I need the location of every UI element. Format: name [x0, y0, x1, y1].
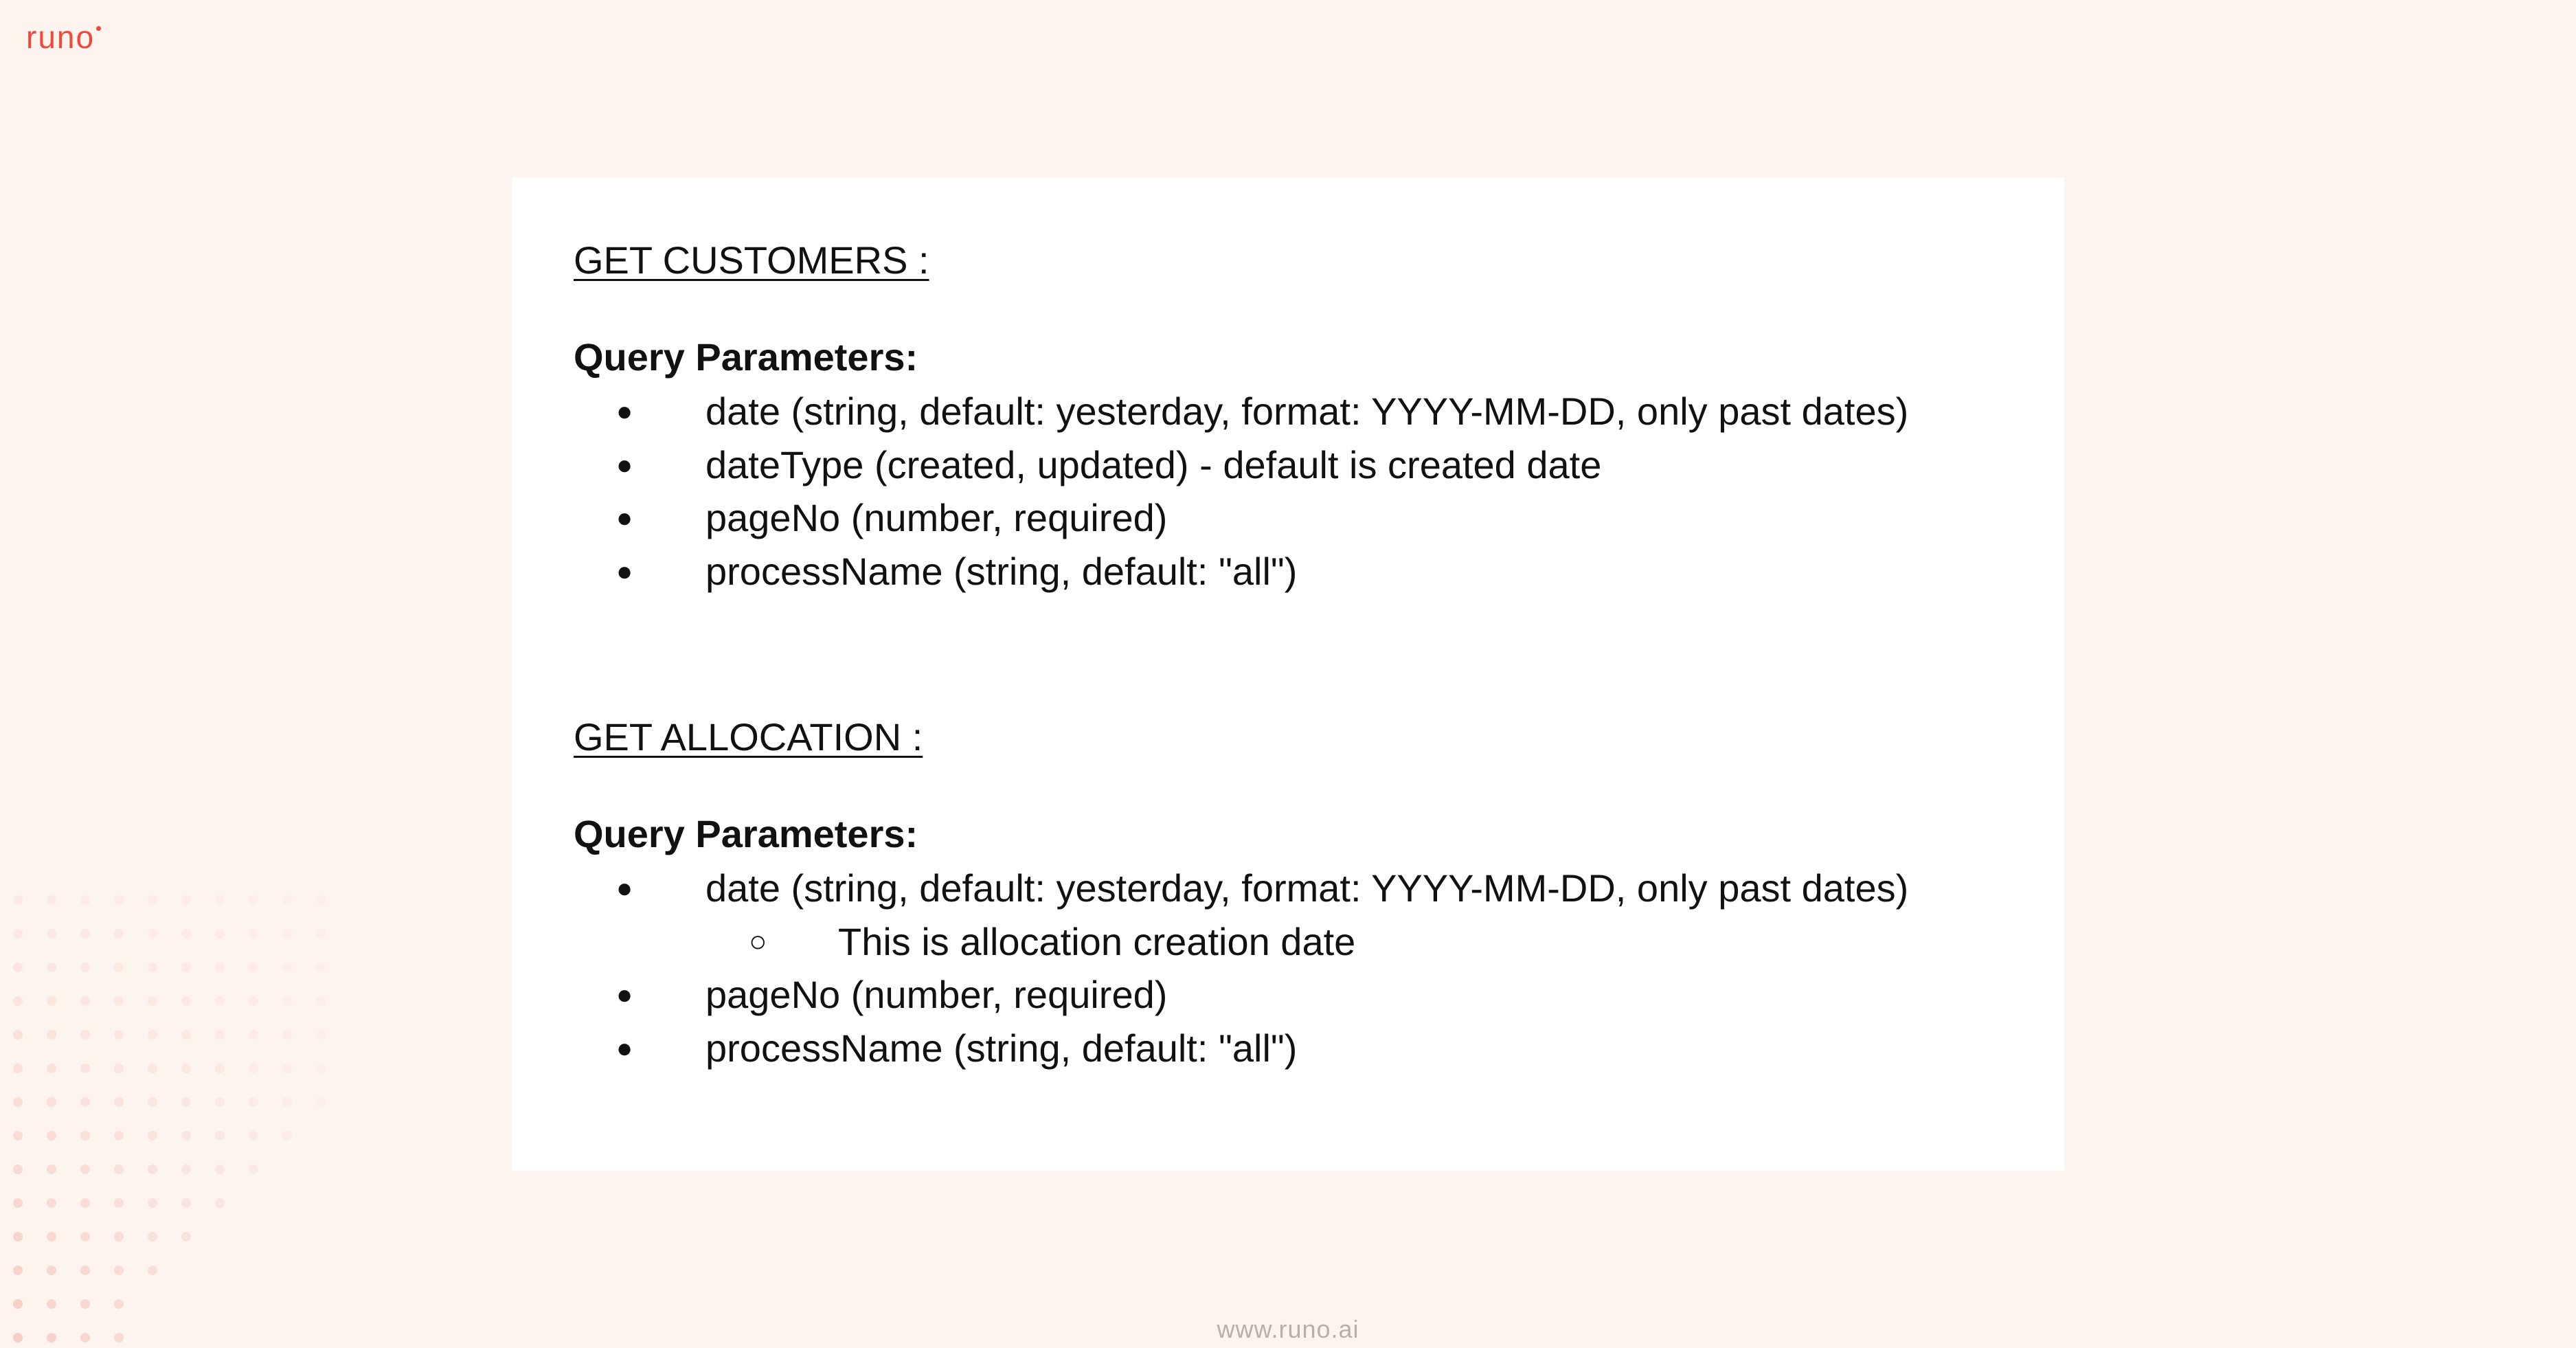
- decorative-dot: [148, 996, 157, 1006]
- decorative-dot: [80, 1097, 90, 1107]
- decorative-dot: [316, 895, 326, 905]
- decorative-dot: [316, 1030, 326, 1040]
- decorative-dot: [316, 1064, 326, 1073]
- decorative-dot: [181, 1097, 191, 1107]
- decorative-dot: [47, 1299, 56, 1309]
- bullet-icon: ●: [616, 396, 633, 427]
- list-item-text: pageNo (number, required): [705, 973, 1168, 1016]
- decorative-dot: [47, 1165, 56, 1174]
- decorative-dot: [114, 1165, 124, 1174]
- decorative-dot: [249, 1131, 258, 1141]
- list-item-text: processName (string, default: "all"): [705, 550, 1298, 593]
- query-parameters-label: Query Parameters:: [574, 812, 918, 855]
- decorative-dot: [80, 1165, 90, 1174]
- runo-logo: [26, 18, 101, 56]
- decorative-dot: [282, 1097, 292, 1107]
- decorative-dot: [114, 895, 124, 905]
- decorative-dot: [215, 1030, 225, 1040]
- decorative-dot: [249, 1097, 258, 1107]
- decorative-dot: [47, 1030, 56, 1040]
- decorative-dot: [47, 963, 56, 972]
- decorative-dot: [47, 996, 56, 1006]
- decorative-dot: [249, 1165, 258, 1174]
- decorative-dot: [148, 1097, 157, 1107]
- decorative-dot: [282, 1064, 292, 1073]
- decorative-dot: [282, 996, 292, 1006]
- decorative-dot: [215, 1064, 225, 1073]
- list-item-text: processName (string, default: "all"): [705, 1026, 1298, 1070]
- decorative-dot: [181, 1232, 191, 1242]
- decorative-dot: [114, 929, 124, 939]
- decorative-dot: [80, 1064, 90, 1073]
- decorative-dot: [80, 895, 90, 905]
- decorative-dot: [114, 1232, 124, 1242]
- decorative-dot: [181, 1198, 191, 1208]
- decorative-dot: [80, 1266, 90, 1275]
- decorative-dot: [181, 895, 191, 905]
- decorative-dot: [47, 1097, 56, 1107]
- decorative-dot: [47, 1064, 56, 1073]
- query-parameters-label: Query Parameters:: [574, 335, 918, 379]
- decorative-dot: [249, 963, 258, 972]
- decorative-dot: [13, 1198, 23, 1208]
- decorative-dot: [249, 895, 258, 905]
- decorative-dot: [114, 1299, 124, 1309]
- decorative-dot: [80, 1131, 90, 1141]
- list-item-text: This is allocation creation date: [838, 920, 1356, 963]
- bullet-icon: ●: [616, 980, 633, 1010]
- decorative-dot: [181, 963, 191, 972]
- decorative-dot: [80, 1232, 90, 1242]
- decorative-dot: [80, 963, 90, 972]
- section-title-get-allocation: GET ALLOCATION :: [574, 715, 923, 759]
- decorative-dot: [215, 929, 225, 939]
- bullet-icon: ●: [616, 503, 633, 533]
- list-item-text: pageNo (number, required): [705, 496, 1168, 539]
- decorative-dot: [215, 1131, 225, 1141]
- decorative-dot: [13, 963, 23, 972]
- decorative-dot: [148, 1232, 157, 1242]
- decorative-dot: [148, 1198, 157, 1208]
- decorative-dot: [13, 1299, 23, 1309]
- decorative-dot: [215, 1097, 225, 1107]
- hollow-bullet-icon: ○: [749, 925, 767, 958]
- decorative-dot: [47, 1266, 56, 1275]
- list-item-text: date (string, default: yesterday, format: YYYY-MM-DD, only past dates): [705, 390, 1909, 433]
- decorative-dot-pattern: [0, 886, 357, 1348]
- content-card: [512, 177, 2064, 1171]
- decorative-dot: [215, 1198, 225, 1208]
- decorative-dot: [47, 1131, 56, 1141]
- decorative-dot: [249, 1064, 258, 1073]
- decorative-dot: [181, 929, 191, 939]
- footer-url: www.runo.ai: [1217, 1315, 1359, 1343]
- decorative-dot: [114, 1131, 124, 1141]
- decorative-dot: [215, 963, 225, 972]
- decorative-dot: [215, 1165, 225, 1174]
- decorative-dot: [148, 929, 157, 939]
- decorative-dot: [80, 1198, 90, 1208]
- decorative-dot: [13, 1131, 23, 1141]
- decorative-dot: [13, 895, 23, 905]
- decorative-dot: [13, 1097, 23, 1107]
- decorative-dot: [215, 895, 225, 905]
- decorative-dot: [13, 1232, 23, 1242]
- decorative-dot: [13, 1266, 23, 1275]
- decorative-dot: [114, 1097, 124, 1107]
- decorative-dot: [80, 929, 90, 939]
- decorative-dot: [215, 996, 225, 1006]
- decorative-dot: [181, 1131, 191, 1141]
- decorative-dot: [114, 1266, 124, 1275]
- decorative-dot: [282, 1030, 292, 1040]
- decorative-dot: [148, 1165, 157, 1174]
- decorative-dot: [80, 1030, 90, 1040]
- decorative-dot: [249, 996, 258, 1006]
- decorative-dot: [316, 1097, 326, 1107]
- bullet-icon: ●: [616, 557, 633, 587]
- decorative-dot: [13, 929, 23, 939]
- decorative-dot: [249, 929, 258, 939]
- decorative-dot: [47, 1232, 56, 1242]
- list-item-text: date (string, default: yesterday, format: YYYY-MM-DD, only past dates): [705, 866, 1909, 910]
- decorative-dot: [148, 963, 157, 972]
- decorative-dot: [47, 895, 56, 905]
- decorative-dot: [148, 1064, 157, 1073]
- bullet-icon: ●: [616, 873, 633, 903]
- decorative-dot: [316, 996, 326, 1006]
- decorative-dot: [80, 996, 90, 1006]
- decorative-dot: [47, 929, 56, 939]
- list-item-text: dateType (created, updated) - default is created date: [705, 443, 1602, 486]
- decorative-dot: [114, 996, 124, 1006]
- decorative-dot: [13, 1165, 23, 1174]
- decorative-dot: [114, 963, 124, 972]
- section-title-get-customers: GET CUSTOMERS :: [574, 238, 929, 282]
- logo-text: runo: [26, 19, 95, 55]
- decorative-dot: [282, 963, 292, 972]
- decorative-dot: [148, 1030, 157, 1040]
- bullet-icon: ●: [616, 1033, 633, 1064]
- decorative-dot: [181, 1030, 191, 1040]
- decorative-dot: [249, 1030, 258, 1040]
- logo-dot-icon: [96, 26, 101, 31]
- decorative-dot: [80, 1299, 90, 1309]
- decorative-dot: [114, 1064, 124, 1073]
- decorative-dot: [13, 1064, 23, 1073]
- decorative-dot: [148, 895, 157, 905]
- decorative-dot: [13, 1030, 23, 1040]
- decorative-dot: [181, 1064, 191, 1073]
- decorative-dot: [316, 929, 326, 939]
- decorative-dot: [114, 1198, 124, 1208]
- decorative-dot: [148, 1266, 157, 1275]
- decorative-dot: [316, 963, 326, 972]
- decorative-dot: [282, 929, 292, 939]
- decorative-dot: [114, 1030, 124, 1040]
- decorative-dot: [282, 895, 292, 905]
- decorative-dot: [282, 1131, 292, 1141]
- decorative-dot: [181, 996, 191, 1006]
- decorative-dot: [13, 996, 23, 1006]
- bullet-icon: ●: [616, 450, 633, 480]
- decorative-dot: [148, 1131, 157, 1141]
- decorative-dot: [47, 1198, 56, 1208]
- decorative-dot: [181, 1165, 191, 1174]
